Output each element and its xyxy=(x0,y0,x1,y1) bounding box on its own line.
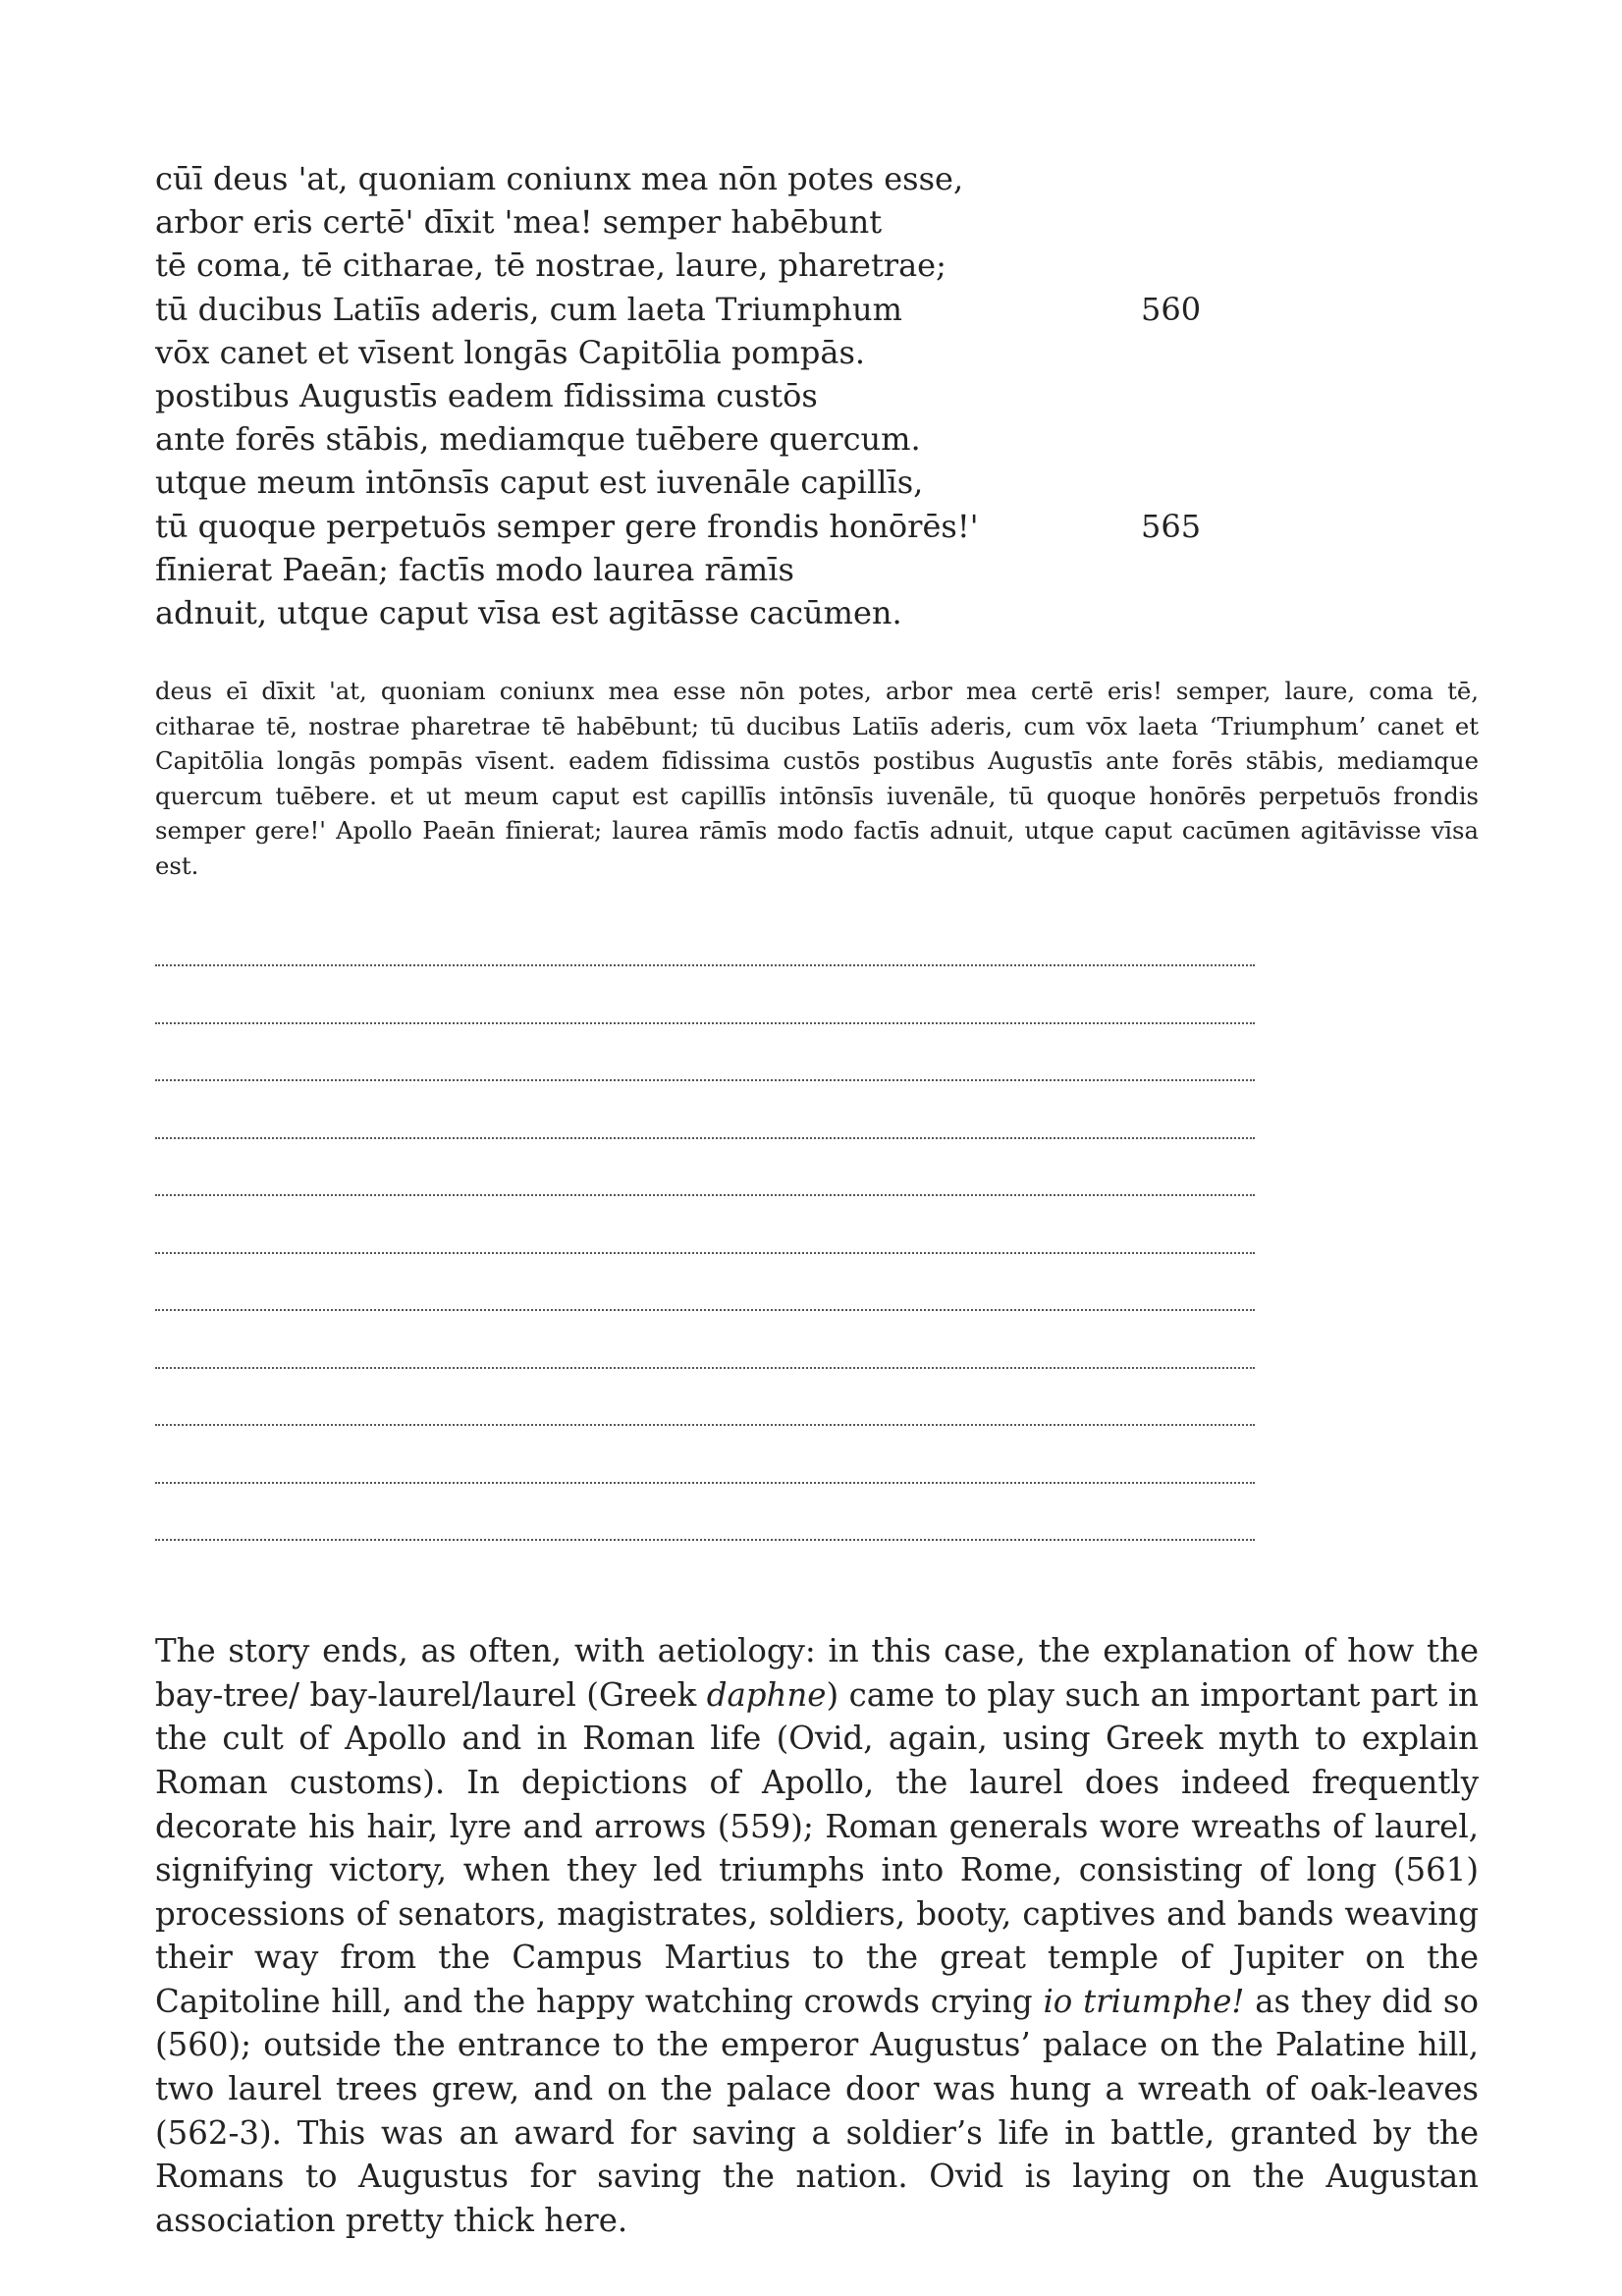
verse-text: cūī deus 'at, quoniam coniunx mea nōn potes esse, xyxy=(155,160,964,197)
writing-line[interactable] xyxy=(155,1337,1255,1394)
line-number: 565 xyxy=(1141,507,1202,545)
verse-line xyxy=(155,591,1479,634)
commentary-text: ) came to play such an important part in the cult of Apollo and in Roman life (Ovid, again, using Greek myth to explain Roman customs). In depictions of Apollo, the laurel does indeed frequently decorate his hair, lyre and arrows (559); Roman generals wore wreaths of laurel, signifying victory, when they led triumphs into Rome, consisting of long (561) processions of senators, magistrates, soldiers, booty, captives and bands weaving their way from the Campus Martius to the great temple of Jupiter on the Capitoline hill, and the happy watching crowds crying xyxy=(155,1675,1479,2020)
verse-line xyxy=(155,288,1479,331)
verse-line xyxy=(155,200,1479,244)
writing-line[interactable] xyxy=(155,1222,1255,1280)
verse-text: postibus Augustīs eadem fīdissima custōs xyxy=(155,376,818,414)
verse-line xyxy=(155,374,1479,417)
verse-text: ante forēs stābis, mediamque tuēbere quercum. xyxy=(155,420,921,459)
verse-text: adnuit, utque caput vīsa est agitāsse cacūmen. xyxy=(155,593,902,631)
writing-line[interactable] xyxy=(155,1280,1255,1338)
verse-text: utque meum intōnsīs caput est iuvenāle capillīs, xyxy=(155,464,924,502)
commentary-text: as they did so (560); outside the entrance to the emperor Augustus’ palace on the Palatine hill, two laurel trees grew, and on the palace door was hung a wreath of oak-leaves (562-3). This was an award for saving a soldier’s life in battle, granted by the Romans to Augustus for saving the nation. Ovid is laying on the Augustan association pretty thick here. xyxy=(155,1982,1479,2239)
verse-text: tū quoque perpetuōs semper gere frondis honōrēs!' xyxy=(155,507,979,545)
line-number: 560 xyxy=(1141,290,1202,328)
writing-line[interactable] xyxy=(155,992,1255,1050)
verse-text: vōx canet et vīsent longās Capitōlia pompās. xyxy=(155,333,866,371)
verse-line xyxy=(155,157,1479,200)
verse-text: tū ducibus Latiīs aderis, cum laeta Triumphum xyxy=(155,290,902,328)
writing-line[interactable] xyxy=(155,1165,1255,1223)
page-content xyxy=(155,157,1479,2274)
verse-line xyxy=(155,461,1479,504)
commentary-paragraph xyxy=(155,1629,1479,2242)
writing-line[interactable] xyxy=(155,1451,1255,1509)
verse-line xyxy=(155,505,1479,548)
latin-paraphrase: deus eī dīxit 'at, quoniam coniunx mea esse nōn potes, arbor mea certē eris! semper, laure, coma tē, citharae tē, nostrae pharetrae tē habēbunt; tū ducibus Latiīs aderis, cum vōx laeta ‘Triumphum’ canet et Capitōlia longās pompās vīsent. eadem fīdissima custōs postibus Augustīs ante forēs stābis, mediamque quercum tuēbere. et ut meum caput est capillīs intōnsīs iuvenāle, tū quoque honōrēs perpetuōs frondis semper gere!' Apollo Paeān fīnierat; laurea rāmīs modo factīs adnuit, utque caput cacūmen agitāvisse vīsa est. xyxy=(155,677,1479,881)
commentary-text: The story ends, as often, with aetiology: in this case, the explanation of how the bay-tree/ bay-laurel/laurel (Greek xyxy=(155,1632,1479,1714)
writing-line[interactable] xyxy=(155,1107,1255,1165)
translation-writing-lines[interactable] xyxy=(155,935,1255,1567)
verse-line xyxy=(155,548,1479,591)
commentary-italic-term: io triumphe! xyxy=(1043,1982,1245,2020)
writing-line[interactable] xyxy=(155,1050,1255,1108)
verse-line xyxy=(155,244,1479,287)
verse-text: tē coma, tē citharae, tē nostrae, laure, pharetrae; xyxy=(155,246,946,285)
commentary-italic-term: daphne xyxy=(706,1675,827,1714)
writing-line[interactable] xyxy=(155,1509,1255,1567)
verse-text: arbor eris certē' dīxit 'mea! semper habēbunt xyxy=(155,203,883,242)
verse-text: fīnierat Paeān; factīs modo laurea rāmīs xyxy=(155,550,794,588)
latin-verse-block xyxy=(155,157,1479,634)
writing-line[interactable] xyxy=(155,1394,1255,1452)
writing-line[interactable] xyxy=(155,935,1255,993)
verse-line xyxy=(155,331,1479,374)
verse-line xyxy=(155,417,1479,461)
